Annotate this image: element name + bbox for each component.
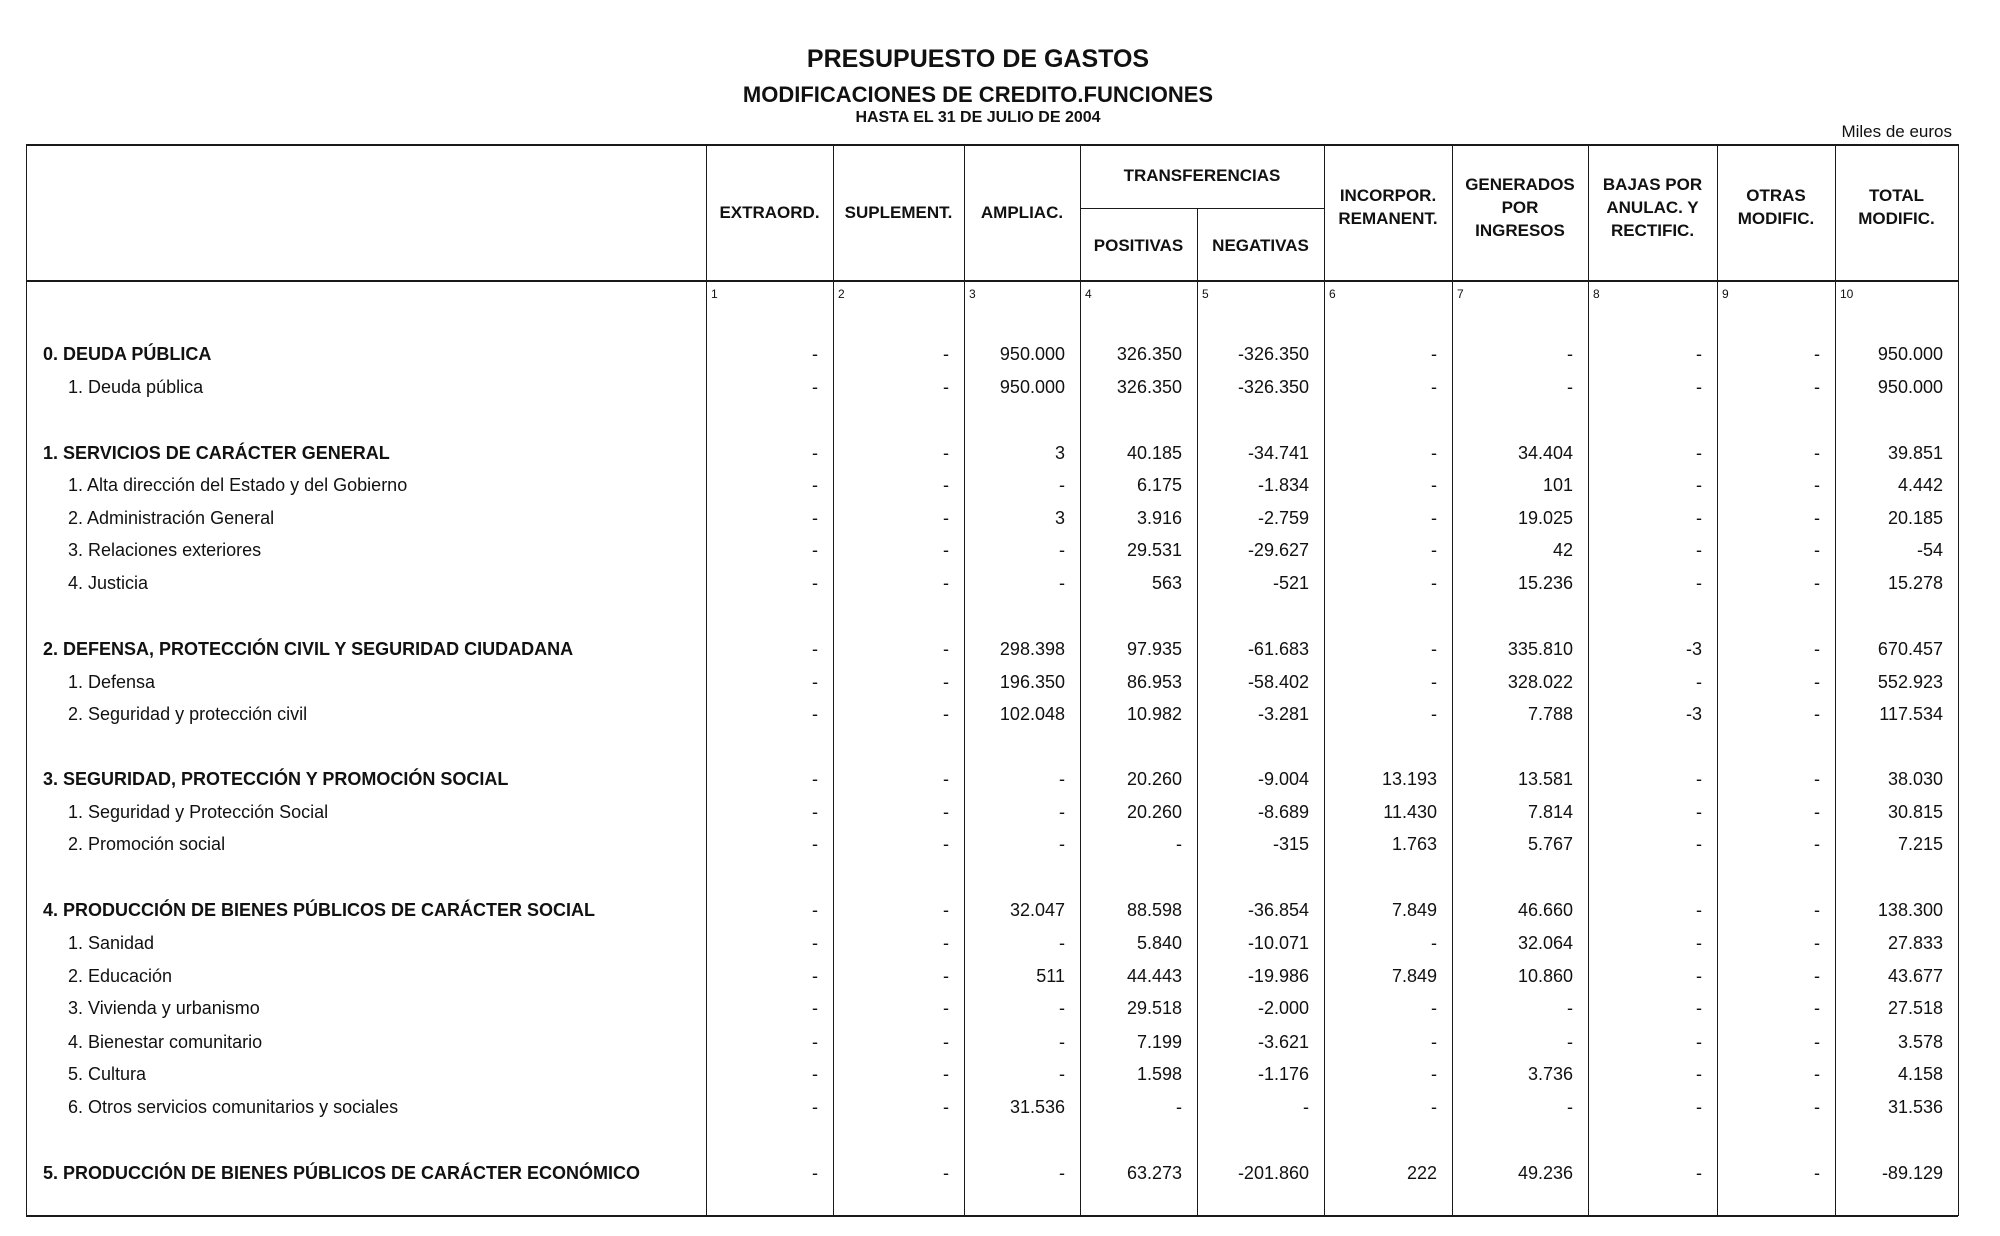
row-label: 1. Deuda pública bbox=[68, 377, 204, 397]
row-value-col-7: 46.660 bbox=[1517, 900, 1573, 920]
header-generados-line3: INGRESOS bbox=[1475, 220, 1565, 240]
column-number: 6 bbox=[1329, 287, 1336, 301]
transfer-split-border bbox=[1080, 208, 1324, 209]
row-value-col-4: 563 bbox=[1151, 573, 1182, 593]
row-value-col-3: - bbox=[1059, 834, 1065, 854]
row-value-col-10: 3.578 bbox=[1897, 1032, 1943, 1052]
header-total-line1: TOTAL bbox=[1868, 186, 1925, 205]
row-value-col-5: -19.986 bbox=[1247, 966, 1309, 986]
header-ampliac-label: AMPLIAC. bbox=[980, 202, 1064, 222]
column-number: 7 bbox=[1457, 287, 1464, 301]
row-value-col-9: - bbox=[1814, 1064, 1820, 1084]
header-otras-line1: OTRAS bbox=[1746, 186, 1806, 205]
row-value-col-3: - bbox=[1059, 1032, 1065, 1052]
row-value-col-7: 101 bbox=[1542, 475, 1573, 495]
row-label: 3. Vivienda y urbanismo bbox=[68, 998, 260, 1018]
row-value-col-7: - bbox=[1567, 1032, 1573, 1052]
row-value-col-4: 7.199 bbox=[1136, 1032, 1182, 1052]
row-value-col-10: -89.129 bbox=[1881, 1163, 1943, 1183]
row-value-col-2: - bbox=[943, 377, 949, 397]
row-value-col-6: 7.849 bbox=[1391, 966, 1437, 986]
row-value-col-3: - bbox=[1059, 802, 1065, 822]
row-value-col-5: -10.071 bbox=[1247, 933, 1309, 953]
row-value-col-10: 27.833 bbox=[1887, 933, 1943, 953]
row-value-col-7: 32.064 bbox=[1517, 933, 1573, 953]
row-value-col-1: - bbox=[812, 540, 818, 560]
row-value-col-10: 117.534 bbox=[1879, 704, 1943, 724]
header-positivas bbox=[1080, 222, 1197, 268]
header-bottom-border bbox=[26, 280, 1958, 282]
row-value-col-7: 335.810 bbox=[1507, 639, 1573, 659]
header-total-line2: MODIFIC. bbox=[1858, 209, 1935, 228]
table-bottom-border bbox=[26, 1215, 1958, 1217]
row-value-col-9: - bbox=[1814, 344, 1820, 364]
row-value-col-2: - bbox=[943, 475, 949, 495]
row-value-col-8: - bbox=[1696, 1163, 1702, 1183]
row-label: 1. SERVICIOS DE CARÁCTER GENERAL bbox=[43, 443, 390, 463]
row-value-col-1: - bbox=[812, 1163, 818, 1183]
row-value-col-3: - bbox=[1059, 540, 1065, 560]
row-value-col-4: - bbox=[1176, 1097, 1182, 1117]
row-value-col-1: - bbox=[812, 344, 818, 364]
row-value-col-6: 1.763 bbox=[1391, 834, 1437, 854]
row-value-col-8: - bbox=[1696, 998, 1702, 1018]
units-label: Miles de euros bbox=[1841, 122, 1952, 141]
row-value-col-10: 950.000 bbox=[1877, 344, 1943, 364]
row-label: 3. Relaciones exteriores bbox=[68, 540, 262, 560]
row-value-col-1: - bbox=[812, 377, 818, 397]
row-value-col-7: 7.814 bbox=[1527, 802, 1573, 822]
row-label: 1. Seguridad y Protección Social bbox=[68, 802, 329, 822]
header-bajas bbox=[1588, 144, 1717, 270]
header-incorpor-line2: REMANENT. bbox=[1338, 209, 1438, 228]
row-value-col-2: - bbox=[943, 966, 949, 986]
column-number: 3 bbox=[969, 287, 976, 301]
row-value-col-9: - bbox=[1814, 1032, 1820, 1052]
row-value-col-6: - bbox=[1431, 998, 1437, 1018]
row-value-col-5: -315 bbox=[1272, 834, 1309, 854]
row-value-col-9: - bbox=[1814, 704, 1820, 724]
row-value-col-7: - bbox=[1567, 1097, 1573, 1117]
row-value-col-9: - bbox=[1814, 769, 1820, 789]
row-value-col-3: - bbox=[1059, 573, 1065, 593]
row-value-col-3: 511 bbox=[1036, 966, 1065, 986]
row-value-col-10: -54 bbox=[1916, 540, 1943, 560]
row-value-col-8: - bbox=[1696, 508, 1702, 528]
row-value-col-1: - bbox=[812, 475, 818, 495]
row-value-col-9: - bbox=[1814, 1163, 1820, 1183]
row-value-col-5: -2.759 bbox=[1257, 508, 1309, 528]
header-transferencias bbox=[1080, 152, 1324, 198]
row-value-col-7: 328.022 bbox=[1507, 672, 1573, 692]
row-value-col-6: 222 bbox=[1406, 1163, 1437, 1183]
row-value-col-9: - bbox=[1814, 672, 1820, 692]
header-total bbox=[1835, 144, 1958, 270]
header-suplement bbox=[833, 144, 964, 280]
row-value-col-3: - bbox=[1059, 1163, 1065, 1183]
row-value-col-3: 102.048 bbox=[999, 704, 1065, 724]
row-value-col-8: - bbox=[1696, 443, 1702, 463]
report-subtitle: MODIFICACIONES DE CREDITO.FUNCIONES bbox=[742, 82, 1214, 107]
row-value-col-1: - bbox=[812, 998, 818, 1018]
row-value-col-8: -3 bbox=[1685, 704, 1702, 724]
row-value-col-8: - bbox=[1696, 1097, 1702, 1117]
row-value-col-7: - bbox=[1567, 344, 1573, 364]
row-value-col-1: - bbox=[812, 672, 818, 692]
row-value-col-1: - bbox=[812, 834, 818, 854]
column-number: 5 bbox=[1202, 287, 1209, 301]
row-value-col-4: 86.953 bbox=[1126, 672, 1182, 692]
header-negativas bbox=[1197, 222, 1324, 268]
row-value-col-3: 32.047 bbox=[1009, 900, 1065, 920]
column-number: 8 bbox=[1593, 287, 1600, 301]
row-value-col-10: 7.215 bbox=[1897, 834, 1943, 854]
row-value-col-9: - bbox=[1814, 573, 1820, 593]
row-value-col-8: - bbox=[1696, 1064, 1702, 1084]
header-bajas-line2: ANULAC. Y bbox=[1606, 197, 1699, 217]
row-value-col-2: - bbox=[943, 443, 949, 463]
row-value-col-4: 97.935 bbox=[1126, 639, 1182, 659]
header-bajas-line3: RECTIFIC. bbox=[1610, 220, 1695, 240]
column-number: 1 bbox=[711, 287, 718, 301]
row-value-col-6: - bbox=[1431, 508, 1437, 528]
row-value-col-6: - bbox=[1431, 377, 1437, 397]
row-value-col-6: - bbox=[1431, 1032, 1437, 1052]
row-value-col-1: - bbox=[812, 966, 818, 986]
row-value-col-5: -201.860 bbox=[1237, 1163, 1309, 1183]
row-value-col-6: - bbox=[1431, 1097, 1437, 1117]
row-label: 4. Bienestar comunitario bbox=[68, 1032, 263, 1052]
row-label: 4. Justicia bbox=[68, 573, 149, 593]
row-value-col-9: - bbox=[1814, 933, 1820, 953]
row-value-col-2: - bbox=[943, 344, 949, 364]
row-value-col-2: - bbox=[943, 802, 949, 822]
row-value-col-6: - bbox=[1431, 344, 1437, 364]
row-value-col-7: 34.404 bbox=[1517, 443, 1573, 463]
row-value-col-10: 670.457 bbox=[1877, 639, 1943, 659]
row-value-col-4: 29.518 bbox=[1126, 998, 1182, 1018]
row-value-col-2: - bbox=[943, 834, 949, 854]
row-value-col-1: - bbox=[812, 704, 818, 724]
row-value-col-1: - bbox=[812, 639, 818, 659]
row-value-col-2: - bbox=[943, 933, 949, 953]
row-label: 2. Educación bbox=[68, 966, 173, 986]
row-value-col-2: - bbox=[943, 639, 949, 659]
row-value-col-3: 3 bbox=[1054, 443, 1065, 463]
row-value-col-1: - bbox=[812, 769, 818, 789]
row-value-col-3: 950.000 bbox=[999, 377, 1065, 397]
row-value-col-4: 5.840 bbox=[1136, 933, 1182, 953]
row-value-col-8: - bbox=[1696, 1032, 1702, 1052]
row-value-col-8: - bbox=[1696, 900, 1702, 920]
header-generados-line2: POR bbox=[1501, 197, 1539, 217]
col-border-6 bbox=[1324, 144, 1325, 1216]
row-value-col-2: - bbox=[943, 1032, 949, 1052]
col-border-3 bbox=[964, 144, 965, 1216]
row-value-col-6: - bbox=[1431, 540, 1437, 560]
row-value-col-3: - bbox=[1059, 1064, 1065, 1084]
row-value-col-4: 88.598 bbox=[1126, 900, 1182, 920]
row-value-col-2: - bbox=[943, 1097, 949, 1117]
row-value-col-2: - bbox=[943, 704, 949, 724]
row-value-col-6: - bbox=[1431, 933, 1437, 953]
row-value-col-6: - bbox=[1431, 573, 1437, 593]
header-otras bbox=[1717, 144, 1835, 270]
row-value-col-5: -3.281 bbox=[1257, 704, 1309, 724]
row-value-col-10: 27.518 bbox=[1887, 998, 1943, 1018]
row-value-col-3: - bbox=[1059, 998, 1065, 1018]
column-number: 4 bbox=[1085, 287, 1092, 301]
report-date: HASTA EL 31 DE JULIO DE 2004 bbox=[855, 109, 1101, 126]
row-value-col-5: -521 bbox=[1272, 573, 1309, 593]
row-value-col-6: 13.193 bbox=[1381, 769, 1437, 789]
row-value-col-3: 298.398 bbox=[999, 639, 1065, 659]
row-value-col-3: 3 bbox=[1054, 508, 1065, 528]
header-extraord bbox=[706, 144, 833, 280]
row-value-col-4: 29.531 bbox=[1126, 540, 1182, 560]
row-value-col-5: -8.689 bbox=[1257, 802, 1309, 822]
row-value-col-2: - bbox=[943, 540, 949, 560]
header-transferencias-label: TRANSFERENCIAS bbox=[1123, 165, 1281, 185]
row-value-col-7: - bbox=[1567, 998, 1573, 1018]
row-value-col-5: -326.350 bbox=[1237, 344, 1309, 364]
row-value-col-1: - bbox=[812, 1064, 818, 1084]
row-value-col-6: - bbox=[1431, 443, 1437, 463]
col-border-10 bbox=[1835, 144, 1836, 1216]
row-value-col-4: - bbox=[1176, 834, 1182, 854]
row-label: 2. Seguridad y protección civil bbox=[68, 704, 308, 724]
col-border-left bbox=[26, 144, 27, 1216]
row-value-col-5: -61.683 bbox=[1247, 639, 1309, 659]
row-value-col-8: -3 bbox=[1685, 639, 1702, 659]
row-value-col-6: 7.849 bbox=[1391, 900, 1437, 920]
row-value-col-10: 4.158 bbox=[1897, 1064, 1943, 1084]
row-value-col-5: -9.004 bbox=[1257, 769, 1309, 789]
row-value-col-9: - bbox=[1814, 540, 1820, 560]
header-negativas-label: NEGATIVAS bbox=[1212, 235, 1309, 255]
row-value-col-6: - bbox=[1431, 475, 1437, 495]
row-value-col-2: - bbox=[943, 672, 949, 692]
row-value-col-3: - bbox=[1059, 933, 1065, 953]
row-value-col-5: -34.741 bbox=[1247, 443, 1309, 463]
row-value-col-4: 326.350 bbox=[1116, 377, 1182, 397]
row-value-col-10: 15.278 bbox=[1887, 573, 1943, 593]
row-value-col-6: - bbox=[1431, 639, 1437, 659]
row-value-col-10: 552.923 bbox=[1877, 672, 1943, 692]
row-value-col-1: - bbox=[812, 573, 818, 593]
row-value-col-4: 63.273 bbox=[1126, 1163, 1182, 1183]
row-label: 0. DEUDA PÚBLICA bbox=[43, 344, 212, 364]
row-value-col-9: - bbox=[1814, 900, 1820, 920]
row-value-col-4: 20.260 bbox=[1126, 802, 1182, 822]
row-value-col-8: - bbox=[1696, 672, 1702, 692]
row-value-col-10: 950.000 bbox=[1877, 377, 1943, 397]
row-value-col-8: - bbox=[1696, 573, 1702, 593]
row-value-col-5: -36.854 bbox=[1247, 900, 1309, 920]
row-value-col-5: -58.402 bbox=[1247, 672, 1309, 692]
row-value-col-10: 20.185 bbox=[1887, 508, 1943, 528]
row-value-col-2: - bbox=[943, 1163, 949, 1183]
row-value-col-6: - bbox=[1431, 672, 1437, 692]
row-value-col-8: - bbox=[1696, 377, 1702, 397]
row-value-col-7: 10.860 bbox=[1517, 966, 1573, 986]
row-value-col-8: - bbox=[1696, 540, 1702, 560]
row-value-col-8: - bbox=[1696, 769, 1702, 789]
col-border-4 bbox=[1080, 144, 1081, 1216]
row-value-col-3: - bbox=[1059, 475, 1065, 495]
row-value-col-5: -326.350 bbox=[1237, 377, 1309, 397]
header-suplement-label: SUPLEMENT. bbox=[844, 202, 953, 222]
header-incorpor bbox=[1324, 144, 1452, 270]
row-value-col-8: - bbox=[1696, 966, 1702, 986]
row-value-col-9: - bbox=[1814, 966, 1820, 986]
row-value-col-9: - bbox=[1814, 998, 1820, 1018]
row-value-col-7: 42 bbox=[1552, 540, 1573, 560]
row-value-col-2: - bbox=[943, 998, 949, 1018]
column-number: 10 bbox=[1840, 287, 1854, 301]
header-incorpor-line1: INCORPOR. bbox=[1339, 186, 1437, 205]
row-value-col-7: 49.236 bbox=[1517, 1163, 1573, 1183]
row-value-col-9: - bbox=[1814, 475, 1820, 495]
row-value-col-10: 30.815 bbox=[1887, 802, 1943, 822]
row-value-col-5: -3.621 bbox=[1257, 1032, 1309, 1052]
row-label: 4. PRODUCCIÓN DE BIENES PÚBLICOS DE CARÁCTER SOCIAL bbox=[43, 900, 596, 920]
row-label: 2. DEFENSA, PROTECCIÓN CIVIL Y SEGURIDAD CIUDADANA bbox=[43, 639, 574, 659]
header-positivas-label: POSITIVAS bbox=[1093, 235, 1184, 255]
row-label: 5. PRODUCCIÓN DE BIENES PÚBLICOS DE CARÁCTER ECONÓMICO bbox=[43, 1163, 641, 1183]
row-value-col-5: -1.834 bbox=[1257, 475, 1309, 495]
row-value-col-10: 43.677 bbox=[1887, 966, 1943, 986]
row-label: 6. Otros servicios comunitarios y sociales bbox=[68, 1097, 399, 1117]
row-value-col-4: 10.982 bbox=[1126, 704, 1182, 724]
header-generados-line1: GENERADOS bbox=[1465, 174, 1575, 194]
col-border-right bbox=[1958, 144, 1959, 1216]
column-number: 9 bbox=[1722, 287, 1729, 301]
row-value-col-4: 44.443 bbox=[1126, 966, 1182, 986]
row-value-col-3: 950.000 bbox=[999, 344, 1065, 364]
row-value-col-1: - bbox=[812, 933, 818, 953]
row-value-col-1: - bbox=[812, 802, 818, 822]
row-value-col-1: - bbox=[812, 1032, 818, 1052]
row-value-col-1: - bbox=[812, 1097, 818, 1117]
row-value-col-3: - bbox=[1059, 769, 1065, 789]
row-value-col-9: - bbox=[1814, 508, 1820, 528]
row-value-col-2: - bbox=[943, 508, 949, 528]
header-bajas-line1: BAJAS POR bbox=[1602, 174, 1703, 194]
row-value-col-4: 326.350 bbox=[1116, 344, 1182, 364]
row-value-col-4: 40.185 bbox=[1126, 443, 1182, 463]
row-value-col-10: 31.536 bbox=[1887, 1097, 1943, 1117]
row-value-col-5: -1.176 bbox=[1257, 1064, 1309, 1084]
row-value-col-7: 7.788 bbox=[1527, 704, 1573, 724]
row-value-col-10: 138.300 bbox=[1877, 900, 1943, 920]
row-value-col-7: 3.736 bbox=[1527, 1064, 1573, 1084]
col-border-2 bbox=[833, 144, 834, 1216]
row-value-col-9: - bbox=[1814, 443, 1820, 463]
header-generados bbox=[1452, 144, 1588, 270]
header-extraord-label: EXTRAORD. bbox=[719, 202, 820, 222]
row-value-col-3: 31.536 bbox=[1009, 1097, 1065, 1117]
row-value-col-4: 1.598 bbox=[1136, 1064, 1182, 1084]
row-value-col-5: -29.627 bbox=[1247, 540, 1309, 560]
col-border-1 bbox=[706, 144, 707, 1216]
col-border-8 bbox=[1588, 144, 1589, 1216]
row-value-col-1: - bbox=[812, 900, 818, 920]
row-value-col-2: - bbox=[943, 1064, 949, 1084]
row-value-col-7: - bbox=[1567, 377, 1573, 397]
row-value-col-6: 11.430 bbox=[1383, 802, 1437, 822]
row-value-col-9: - bbox=[1814, 377, 1820, 397]
row-label: 2. Administración General bbox=[68, 508, 275, 528]
row-value-col-6: - bbox=[1431, 704, 1437, 724]
row-value-col-2: - bbox=[943, 900, 949, 920]
row-value-col-1: - bbox=[812, 443, 818, 463]
row-label: 1. Sanidad bbox=[68, 933, 155, 953]
row-label: 2. Promoción social bbox=[68, 834, 226, 854]
header-otras-line2: MODIFIC. bbox=[1737, 209, 1815, 228]
row-value-col-9: - bbox=[1814, 1097, 1820, 1117]
row-value-col-7: 19.025 bbox=[1517, 508, 1573, 528]
row-value-col-5: - bbox=[1303, 1097, 1309, 1117]
row-value-col-9: - bbox=[1814, 834, 1820, 854]
row-value-col-8: - bbox=[1696, 344, 1702, 364]
row-label: 1. Alta dirección del Estado y del Gobierno bbox=[68, 475, 408, 495]
row-value-col-10: 39.851 bbox=[1887, 443, 1943, 463]
row-value-col-3: 196.350 bbox=[999, 672, 1065, 692]
row-value-col-1: - bbox=[812, 508, 818, 528]
row-value-col-5: -2.000 bbox=[1257, 998, 1309, 1018]
row-value-col-7: 13.581 bbox=[1517, 769, 1573, 789]
row-value-col-9: - bbox=[1814, 802, 1820, 822]
column-number: 2 bbox=[838, 287, 845, 301]
row-value-col-9: - bbox=[1814, 639, 1820, 659]
row-value-col-8: - bbox=[1696, 834, 1702, 854]
report-title: PRESUPUESTO DE GASTOS bbox=[806, 45, 1150, 73]
row-label: 5. Cultura bbox=[68, 1064, 147, 1084]
row-value-col-8: - bbox=[1696, 802, 1702, 822]
row-value-col-8: - bbox=[1696, 475, 1702, 495]
row-value-col-4: 6.175 bbox=[1136, 475, 1182, 495]
col-border-5 bbox=[1197, 209, 1198, 1216]
row-value-col-4: 3.916 bbox=[1136, 508, 1182, 528]
row-label: 1. Defensa bbox=[68, 672, 156, 692]
col-border-9 bbox=[1717, 144, 1718, 1216]
row-value-col-8: - bbox=[1696, 933, 1702, 953]
row-label: 3. SEGURIDAD, PROTECCIÓN Y PROMOCIÓN SOCIAL bbox=[43, 769, 509, 789]
row-value-col-7: 5.767 bbox=[1527, 834, 1573, 854]
row-value-col-2: - bbox=[943, 769, 949, 789]
row-value-col-10: 4.442 bbox=[1897, 475, 1943, 495]
row-value-col-2: - bbox=[943, 573, 949, 593]
row-value-col-10: 38.030 bbox=[1887, 769, 1943, 789]
header-ampliac bbox=[964, 144, 1080, 280]
row-value-col-6: - bbox=[1431, 1064, 1437, 1084]
row-value-col-4: 20.260 bbox=[1126, 769, 1182, 789]
row-value-col-7: 15.236 bbox=[1517, 573, 1573, 593]
col-border-7 bbox=[1452, 144, 1453, 1216]
